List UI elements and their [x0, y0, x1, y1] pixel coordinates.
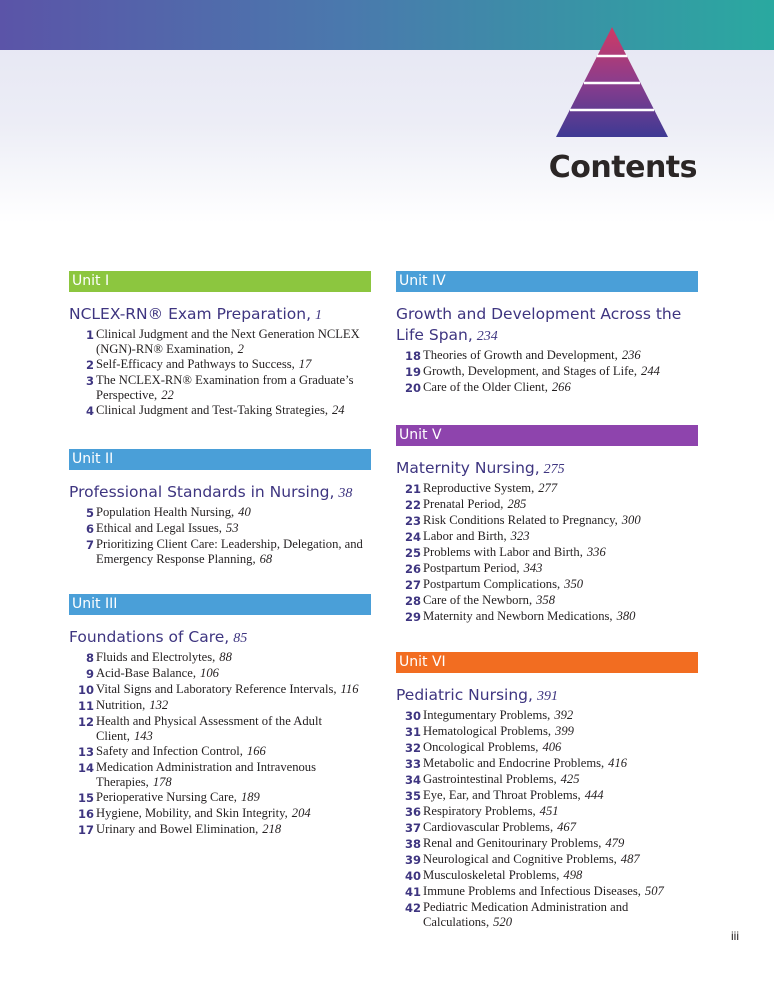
chapter-entry[interactable]: [69, 650, 371, 666]
chapter-entry[interactable]: [396, 609, 698, 625]
chapter-entry[interactable]: [396, 820, 698, 836]
unit-page-number: 391: [536, 689, 558, 704]
chapter-title: [96, 521, 371, 537]
chapter-title-text: Gastrointestinal Problems,: [423, 772, 557, 786]
chapter-entry[interactable]: [69, 403, 371, 419]
chapter-title-text: Health and Physical Assessment of the Adult Client,: [96, 714, 322, 743]
chapter-entry[interactable]: [396, 561, 698, 577]
chapter-title-text: Medication Administration and Intravenous Therapies,: [96, 760, 316, 789]
chapter-entry[interactable]: [69, 760, 371, 790]
chapter-title: [423, 740, 698, 756]
chapter-number: 23: [404, 514, 421, 528]
chapter-number: 1: [85, 328, 94, 342]
chapter-number: 9: [85, 667, 94, 681]
chapter-entry[interactable]: [69, 806, 371, 822]
unit-section: [396, 652, 698, 930]
chapter-title-text: Growth, Development, and Stages of Life,: [423, 364, 638, 378]
chapter-number: 38: [404, 837, 421, 851]
chapter-title: [423, 481, 698, 497]
unit-page-number: 275: [543, 462, 565, 477]
chapter-title: [423, 724, 698, 740]
chapter-title: [423, 497, 698, 513]
chapter-page-number: 285: [507, 497, 527, 511]
chapter-number: 30: [404, 709, 421, 723]
chapter-title: [423, 545, 698, 561]
chapter-list: [69, 505, 371, 567]
chapter-title: [423, 561, 698, 577]
chapter-title-text: Theories of Growth and Development,: [423, 348, 618, 362]
chapter-title-text: Metabolic and Endocrine Problems,: [423, 756, 605, 770]
chapter-entry[interactable]: [396, 740, 698, 756]
chapter-title: [96, 537, 371, 567]
chapter-number: 7: [85, 538, 94, 552]
chapter-title: [423, 593, 698, 609]
chapter-title: [423, 852, 698, 868]
chapter-title: [96, 806, 371, 822]
chapter-page-number: 244: [641, 364, 660, 378]
chapter-page-number: 487: [620, 852, 640, 866]
chapter-title-text: Fluids and Electrolytes,: [96, 650, 216, 664]
unit-label-bar: Unit IV: [396, 271, 698, 292]
unit-title-text: Pediatric Nursing,: [396, 686, 533, 704]
chapter-number: 17: [77, 823, 94, 837]
chapter-page-number: 467: [557, 820, 576, 834]
chapter-entry[interactable]: [396, 868, 698, 884]
unit-label-bar: Unit V: [396, 425, 698, 446]
unit-title-text: Foundations of Care,: [69, 628, 230, 646]
chapter-title: [423, 884, 698, 900]
chapter-page-number: 350: [564, 577, 584, 591]
chapter-title: [96, 698, 371, 714]
chapter-title: [96, 682, 371, 698]
chapter-page-number: 88: [219, 650, 232, 664]
chapter-title: [423, 756, 698, 772]
chapter-entry[interactable]: [396, 884, 698, 900]
unit-title[interactable]: [396, 685, 698, 707]
chapter-title-text: Problems with Labor and Birth,: [423, 545, 583, 559]
chapter-number: 22: [404, 498, 421, 512]
chapter-number: 25: [404, 546, 421, 560]
chapter-page-number: 189: [240, 790, 260, 804]
chapter-entry[interactable]: [69, 698, 371, 714]
chapter-number: 27: [404, 578, 421, 592]
chapter-title-text: Urinary and Bowel Elimination,: [96, 822, 259, 836]
chapter-entry[interactable]: [69, 537, 371, 567]
chapter-title-text: Pediatric Medication Administration and Calculations,: [423, 900, 629, 929]
chapter-page-number: 300: [621, 513, 641, 527]
chapter-entry[interactable]: [396, 380, 698, 396]
unit-label-bar: Unit II: [69, 449, 371, 470]
chapter-title: [423, 788, 698, 804]
chapter-title-text: Ethical and Legal Issues,: [96, 521, 222, 535]
chapter-entry[interactable]: [396, 497, 698, 513]
chapter-page-number: 358: [536, 593, 555, 607]
unit-title-text: NCLEX-RN® Exam Preparation,: [69, 305, 312, 323]
chapter-number: 14: [77, 761, 94, 775]
chapter-entry[interactable]: [69, 790, 371, 806]
chapter-title: [96, 650, 371, 666]
chapter-number: 5: [85, 506, 94, 520]
chapter-title-text: Immune Problems and Infectious Diseases,: [423, 884, 641, 898]
chapter-title-text: Population Health Nursing,: [96, 505, 235, 519]
unit-title[interactable]: [69, 627, 371, 649]
chapter-page-number: 507: [644, 884, 664, 898]
unit-section: [396, 271, 698, 396]
chapter-title-text: Care of the Older Client,: [423, 380, 548, 394]
chapter-title-text: The NCLEX-RN® Examination from a Graduate’s Perspective,: [96, 373, 354, 402]
unit-page-number: 85: [233, 631, 248, 646]
chapter-number: 16: [77, 807, 94, 821]
chapter-entry[interactable]: [396, 708, 698, 724]
chapter-title-text: Clinical Judgment and the Next Generation NCLEX (NGN)-RN® Examination,: [96, 327, 360, 356]
chapter-number: 6: [85, 522, 94, 536]
chapter-title-text: Integumentary Problems,: [423, 708, 551, 722]
chapter-list: [396, 348, 698, 396]
chapter-page-number: 323: [510, 529, 530, 543]
unit-page-number: 234: [476, 329, 498, 344]
chapter-title-text: Clinical Judgment and Test-Taking Strategies,: [96, 403, 328, 417]
chapter-title: [423, 708, 698, 724]
chapter-title: [96, 790, 371, 806]
chapter-title-text: Musculoskeletal Problems,: [423, 868, 560, 882]
chapter-title: [423, 513, 698, 529]
chapter-entry[interactable]: [69, 521, 371, 537]
chapter-title-text: Eye, Ear, and Throat Problems,: [423, 788, 581, 802]
chapter-page-number: 40: [238, 505, 251, 519]
chapter-number: 24: [404, 530, 421, 544]
chapter-entry[interactable]: [396, 529, 698, 545]
chapter-entry[interactable]: [69, 373, 371, 403]
chapter-page-number: 380: [616, 609, 636, 623]
chapter-title-text: Cardiovascular Problems,: [423, 820, 554, 834]
chapter-title: [96, 505, 371, 521]
chapter-number: 40: [404, 869, 421, 883]
chapter-page-number: 22: [161, 388, 174, 402]
chapter-entry[interactable]: [396, 364, 698, 380]
chapter-entry[interactable]: [396, 900, 698, 930]
chapter-page-number: 116: [340, 682, 359, 696]
chapter-page-number: 2: [237, 342, 244, 356]
chapter-title-text: Prioritizing Client Care: Leadership, Delegation, and Emergency Response Planning,: [96, 537, 363, 566]
chapter-page-number: 498: [563, 868, 583, 882]
chapter-entry[interactable]: [396, 852, 698, 868]
page-title: Contents: [548, 150, 697, 185]
chapter-page-number: 425: [560, 772, 580, 786]
chapter-title: [423, 868, 698, 884]
chapter-entry[interactable]: [69, 744, 371, 760]
chapter-list: [69, 650, 371, 838]
chapter-title-text: Safety and Infection Control,: [96, 744, 243, 758]
unit-page-number: 1: [315, 308, 323, 323]
chapter-page-number: 392: [554, 708, 574, 722]
chapter-title: [423, 364, 698, 380]
chapter-title: [96, 357, 371, 373]
right-column: [396, 271, 698, 930]
chapter-title: [96, 714, 371, 744]
chapter-number: 2: [85, 358, 94, 372]
chapter-title: [423, 609, 698, 625]
chapter-title: [423, 380, 698, 396]
chapter-number: 4: [85, 404, 94, 418]
chapter-entry[interactable]: [69, 822, 371, 838]
chapter-page-number: 24: [332, 403, 345, 417]
chapter-number: 35: [404, 789, 421, 803]
chapter-number: 34: [404, 773, 421, 787]
chapter-list: [396, 481, 698, 625]
chapter-page-number: 68: [259, 552, 273, 566]
chapter-entry[interactable]: [396, 593, 698, 609]
chapter-title: [423, 348, 698, 364]
unit-section: [396, 425, 698, 625]
unit-title[interactable]: [69, 482, 371, 504]
chapter-title-text: Risk Conditions Related to Pregnancy,: [423, 513, 618, 527]
chapter-number: 20: [404, 381, 421, 395]
chapter-page-number: 416: [608, 756, 628, 770]
chapter-entry[interactable]: [69, 714, 371, 744]
chapter-title-text: Acid-Base Balance,: [96, 666, 197, 680]
chapter-page-number: 218: [262, 822, 282, 836]
unit-title[interactable]: [69, 304, 371, 326]
chapter-page-number: 143: [133, 729, 153, 743]
chapter-title-text: Self-Efficacy and Pathways to Success,: [96, 357, 295, 371]
chapter-list: [69, 327, 371, 419]
chapter-page-number: 166: [246, 744, 266, 758]
chapter-page-number: 451: [539, 804, 559, 818]
chapter-page-number: 444: [584, 788, 604, 802]
chapter-number: 33: [404, 757, 421, 771]
chapter-entry[interactable]: [396, 577, 698, 593]
unit-title-text: Growth and Development Across the Life Span,: [396, 305, 682, 344]
unit-label-bar: Unit VI: [396, 652, 698, 673]
chapter-number: 13: [77, 745, 94, 759]
chapter-number: 11: [77, 699, 94, 713]
chapter-number: 3: [85, 374, 94, 388]
chapter-title-text: Labor and Birth,: [423, 529, 507, 543]
chapter-page-number: 277: [538, 481, 558, 495]
chapter-page-number: 399: [555, 724, 574, 738]
chapter-page-number: 406: [542, 740, 562, 754]
chapter-number: 31: [404, 725, 421, 739]
chapter-title: [96, 327, 371, 357]
chapter-number: 19: [404, 365, 421, 379]
unit-section: [69, 449, 371, 567]
chapter-number: 29: [404, 610, 421, 624]
chapter-title: [423, 820, 698, 836]
chapter-number: 37: [404, 821, 421, 835]
left-column: [69, 271, 371, 838]
chapter-page-number: 204: [291, 806, 311, 820]
chapter-entry[interactable]: [396, 481, 698, 497]
chapter-entry[interactable]: [396, 348, 698, 364]
chapter-number: 32: [404, 741, 421, 755]
chapter-number: 10: [77, 683, 94, 697]
chapter-entry[interactable]: [396, 513, 698, 529]
chapter-page-number: 336: [586, 545, 606, 559]
chapter-title-text: Hygiene, Mobility, and Skin Integrity,: [96, 806, 288, 820]
chapter-entry[interactable]: [396, 836, 698, 852]
chapter-entry[interactable]: [396, 756, 698, 772]
chapter-title: [423, 772, 698, 788]
chapter-title: [96, 822, 371, 838]
chapter-number: 8: [85, 651, 94, 665]
chapter-entry[interactable]: [69, 505, 371, 521]
unit-section: [69, 271, 371, 419]
chapter-title: [423, 804, 698, 820]
chapter-title-text: Oncological Problems,: [423, 740, 539, 754]
chapter-page-number: 479: [605, 836, 625, 850]
chapter-entry[interactable]: [69, 666, 371, 682]
chapter-number: 26: [404, 562, 421, 576]
chapter-title-text: Hematological Problems,: [423, 724, 552, 738]
chapter-title-text: Postpartum Complications,: [423, 577, 561, 591]
chapter-page-number: 53: [225, 521, 239, 535]
chapter-title: [96, 373, 371, 403]
chapter-number: 18: [404, 349, 421, 363]
chapter-entry[interactable]: [396, 772, 698, 788]
chapter-title-text: Respiratory Problems,: [423, 804, 536, 818]
chapter-title-text: Care of the Newborn,: [423, 593, 533, 607]
chapter-number: 21: [404, 482, 421, 496]
chapter-page-number: 343: [523, 561, 543, 575]
unit-label-bar: Unit I: [69, 271, 371, 292]
chapter-title-text: Nutrition,: [96, 698, 146, 712]
chapter-entry[interactable]: [396, 724, 698, 740]
chapter-title: [423, 836, 698, 852]
chapter-title-text: Perioperative Nursing Care,: [96, 790, 237, 804]
unit-title[interactable]: [396, 304, 698, 347]
chapter-title: [423, 577, 698, 593]
chapter-title-text: Prenatal Period,: [423, 497, 504, 511]
chapter-number: 28: [404, 594, 421, 608]
chapter-title: [423, 529, 698, 545]
chapter-entry[interactable]: [396, 545, 698, 561]
chapter-page-number: 106: [200, 666, 219, 680]
chapter-page-number: 520: [493, 915, 512, 929]
unit-title-text: Maternity Nursing,: [396, 459, 540, 477]
chapter-title: [96, 760, 371, 790]
chapter-number: 39: [404, 853, 421, 867]
chapter-title-text: Reproductive System,: [423, 481, 535, 495]
chapter-entry[interactable]: [69, 357, 371, 373]
chapter-page-number: 178: [152, 775, 172, 789]
chapter-page-number: 17: [298, 357, 312, 371]
unit-title[interactable]: [396, 458, 698, 480]
chapter-page-number: 266: [551, 380, 571, 394]
chapter-title-text: Vital Signs and Laboratory Reference Intervals,: [96, 682, 337, 696]
chapter-entry[interactable]: [396, 804, 698, 820]
unit-page-number: 38: [338, 486, 353, 501]
chapter-page-number: 132: [149, 698, 169, 712]
chapter-title: [96, 666, 371, 682]
chapter-number: 41: [404, 885, 421, 899]
chapter-entry[interactable]: [69, 682, 371, 698]
chapter-title-text: Renal and Genitourinary Problems,: [423, 836, 602, 850]
chapter-number: 36: [404, 805, 421, 819]
chapter-title: [423, 900, 698, 930]
unit-title-text: Professional Standards in Nursing,: [69, 483, 335, 501]
chapter-entry[interactable]: [396, 788, 698, 804]
chapter-title: [96, 403, 371, 419]
chapter-entry[interactable]: [69, 327, 371, 357]
chapter-number: 15: [77, 791, 94, 805]
page-number: iii: [731, 929, 739, 943]
chapter-title-text: Neurological and Cognitive Problems,: [423, 852, 617, 866]
chapter-page-number: 236: [621, 348, 641, 362]
chapter-list: [396, 708, 698, 930]
chapter-title: [96, 744, 371, 760]
chapter-title-text: Postpartum Period,: [423, 561, 520, 575]
pyramid-icon: [556, 27, 668, 137]
unit-label-bar: Unit III: [69, 594, 371, 615]
unit-section: [69, 594, 371, 838]
chapter-title-text: Maternity and Newborn Medications,: [423, 609, 613, 623]
chapter-number: 42: [404, 901, 421, 915]
chapter-number: 12: [77, 715, 94, 729]
